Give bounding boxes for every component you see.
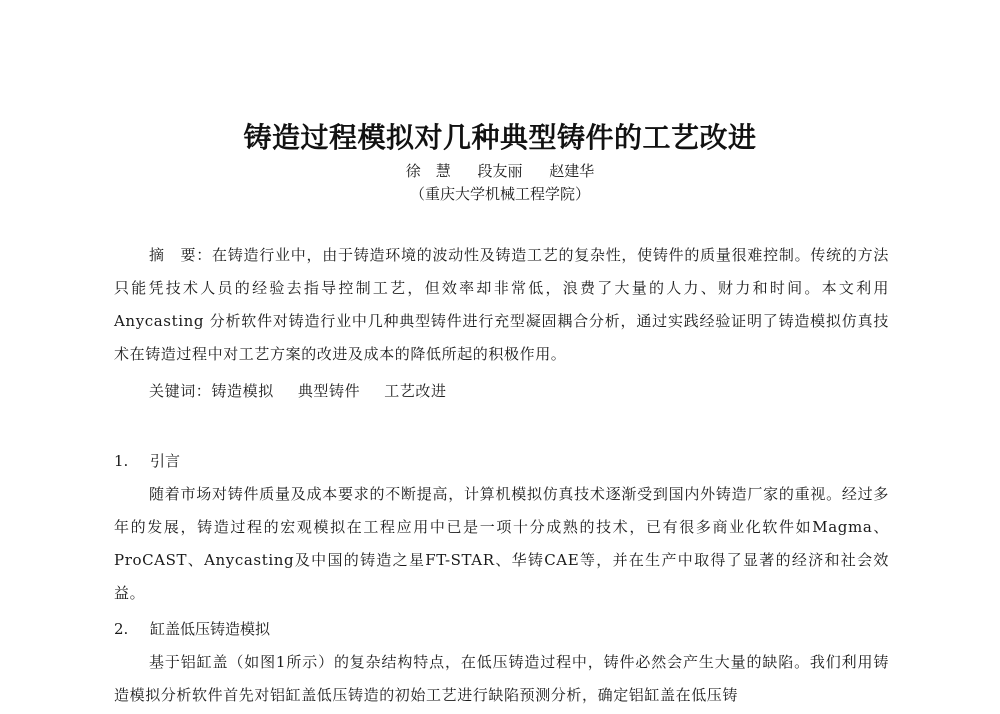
section-heading-introduction — [114, 445, 180, 478]
section-title: 引言 — [150, 452, 181, 470]
author-name: 赵建华 — [549, 162, 595, 180]
paragraph: 基于铝缸盖（如图1所示）的复杂结构特点，在低压铸造过程中，铸件必然会产生大量的缺陷。我们利用铸造模拟分析软件首先对铝缸盖低压铸造的初始工艺进行缺陷预测分析，确定铝缸盖在低压铸 — [114, 653, 889, 704]
author-name: 徐 慧 — [405, 162, 451, 180]
section-title: 缸盖低压铸造模拟 — [150, 620, 271, 638]
keyword: 工艺改进 — [384, 382, 447, 400]
section-body-introduction — [114, 478, 889, 610]
keywords — [149, 375, 471, 408]
keyword: 典型铸件 — [297, 382, 361, 400]
keywords-label: 关键词： — [149, 382, 212, 400]
keyword: 铸造模拟 — [211, 382, 274, 400]
paper-title: 铸造过程模拟对几种典型铸件的工艺改进 — [243, 121, 757, 154]
abstract — [114, 239, 889, 371]
section-heading-low-pressure-casting — [114, 613, 270, 646]
author-name: 段友丽 — [477, 162, 523, 180]
abstract-text: 在铸造行业中，由于铸造环境的波动性及铸造工艺的复杂性，使铸件的质量很难控制。传统的方法只能凭技术人员的经验去指导控制工艺，但效率却非常低，浪费了大量的人力、财力和时间。本文利用 Anycasting 分析软件对铸造行业中几种典型铸件进行充型凝固耦合分析，通过实践经验证明了铸造模拟仿真技术在铸造过程中对工艺方案的改进及成本的降低所起的积极作用。 — [114, 246, 889, 363]
author-list — [0, 160, 1000, 182]
section-body-low-pressure-casting — [114, 646, 889, 712]
abstract-label: 摘 要： — [149, 246, 212, 264]
paragraph: 随着市场对铸件质量及成本要求的不断提高，计算机模拟仿真技术逐渐受到国内外铸造厂家的重视。经过多年的发展，铸造过程的宏观模拟在工程应用中已是一项十分成熟的技术，已有很多商业化软件如Magma、ProCAST、Anycasting及中国的铸造之星FT-STAR、华铸CAE等，并在生产中取得了显著的经济和社会效益。 — [114, 485, 889, 602]
section-number: 2. — [114, 620, 129, 638]
section-number: 1. — [114, 452, 129, 470]
affiliation: （重庆大学机械工程学院） — [409, 185, 590, 203]
